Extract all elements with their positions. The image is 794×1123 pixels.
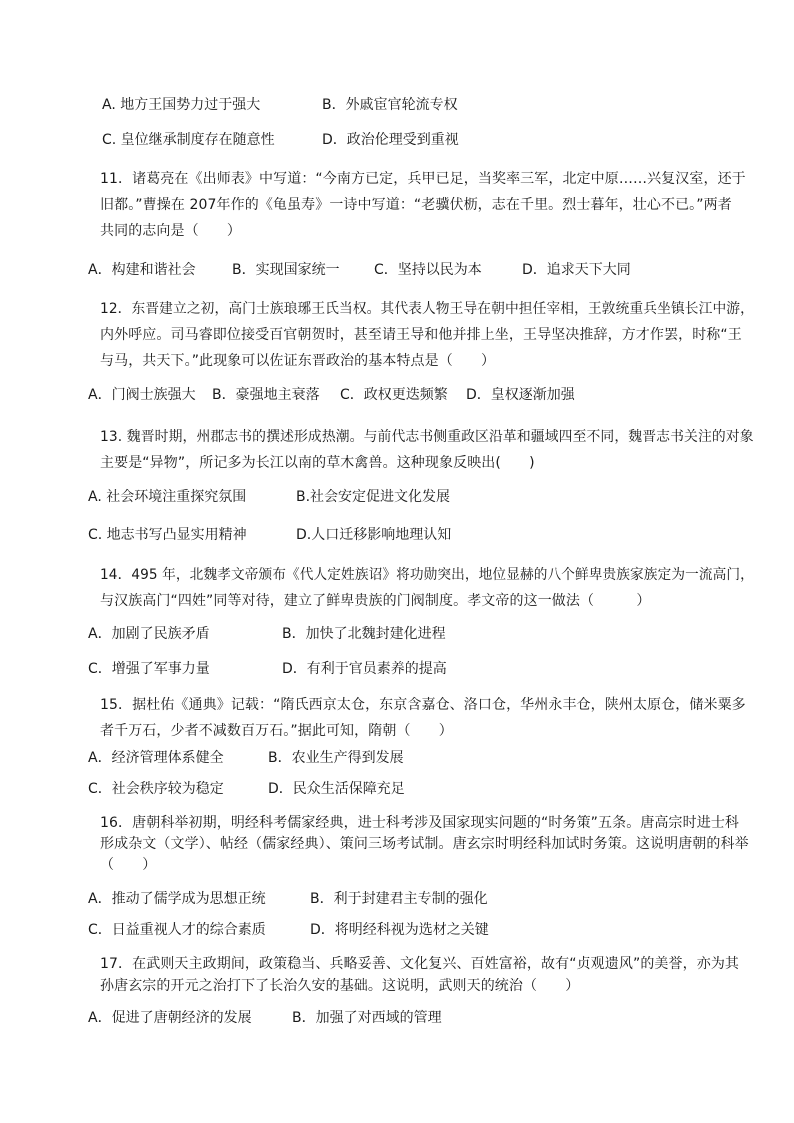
q16-option-a[interactable]: A．推动了儒学成为思想正统	[88, 891, 266, 907]
q13-option-c[interactable]: C. 地志书写凸显实用精神	[88, 527, 247, 543]
q12-option-d[interactable]: D．皇权逐渐加强	[466, 387, 575, 403]
q17-option-b[interactable]: B．加强了对西域的管理	[292, 1010, 442, 1026]
q12-stem-line-1: 12．东晋建立之初，高门士族琅琊王氏当权。其代表人物王导在朝中担任宰相，王敦统重兵坐镇长江中游，	[100, 301, 754, 317]
q15-option-a[interactable]: A．经济管理体系健全	[88, 750, 224, 766]
q12-option-b[interactable]: B．豪强地主衰落	[212, 387, 320, 403]
q13-stem-line-2: 主要是“异物”，所记多为长江以南的草木禽兽。这种现象反映出( )	[100, 455, 535, 471]
q11-stem-line-3: 共同的志向是（ ）	[100, 223, 241, 239]
q10-option-a[interactable]: A. 地方王国势力过于强大	[102, 97, 261, 113]
q16-stem-line-2: 形成杂文（文学）、帖经（儒家经典）、策问三场考试制。唐玄宗时明经科加试时务策。这说明唐朝的科举	[100, 836, 749, 852]
q11-option-a[interactable]: A．构建和谐社会	[88, 262, 196, 278]
q11-option-b[interactable]: B．实现国家统一	[232, 262, 340, 278]
q16-option-d[interactable]: D．将明经科视为选材之关键	[310, 922, 489, 938]
q11-option-d[interactable]: D．追求天下大同	[522, 262, 631, 278]
q12-option-c[interactable]: C．政权更迭频繁	[340, 387, 448, 403]
q14-stem-line-2: 与汉族高门“四姓”同等对待，建立了鲜卑贵族的门阀制度。孝文帝的这一做法（ ）	[100, 593, 651, 609]
q17-option-a[interactable]: A．促进了唐朝经济的发展	[88, 1010, 252, 1026]
q11-stem-line-2: 旧都。”曹操在 207年作的《龟虽寿》一诗中写道：“老骥伏枥，志在千里。烈士暮年，壮心不已。”两者	[100, 197, 732, 213]
q11-stem-line-1: 11．诸葛亮在《出师表》中写道：“今南方已定，兵甲已足，当奖率三军，北定中原……兴复汉室，还于	[100, 171, 746, 187]
q16-option-b[interactable]: B．利于封建君主专制的强化	[310, 891, 488, 907]
q14-stem-line-1: 14．495 年，北魏孝文帝颁布《代人定姓族诏》将功勋突出，地位显赫的八个鲜卑贵族家族定为一流高门，	[100, 567, 754, 583]
q14-option-b[interactable]: B．加快了北魏封建化进程	[282, 626, 446, 642]
q10-option-d[interactable]: D．政治伦理受到重视	[322, 132, 459, 148]
q10-option-b[interactable]: B．外戚宦官轮流专权	[322, 97, 458, 113]
q13-option-d[interactable]: D.人口迁移影响地理认知	[296, 527, 452, 543]
q17-stem-line-1: 17．在武则天主政期间，政策稳当、兵略妥善、文化复兴、百姓富裕，故有“贞观遗风”的美誉，亦为其	[100, 956, 740, 972]
q15-stem-line-2: 者千万石，少者不减数百万石。”据此可知，隋朝（ ）	[100, 723, 453, 739]
q17-stem-line-2: 孙唐玄宗的开元之治打下了长治久安的基础。这说明，武则天的统治（ ）	[100, 978, 580, 994]
q16-stem-line-1: 16．唐朝科举初期，明经科考儒家经典，进士科考涉及国家现实问题的“时务策”五条。唐高宗时进士科	[100, 815, 740, 831]
q12-option-a[interactable]: A．门阀士族强大	[88, 387, 196, 403]
q11-option-c[interactable]: C．坚持以民为本	[374, 262, 482, 278]
q10-option-c[interactable]: C. 皇位继承制度存在随意性	[102, 132, 275, 148]
q14-option-a[interactable]: A．加剧了民族矛盾	[88, 626, 210, 642]
q14-option-d[interactable]: D．有利于官员素养的提高	[282, 661, 447, 677]
q15-option-b[interactable]: B．农业生产得到发展	[268, 750, 404, 766]
q13-option-a[interactable]: A. 社会环境注重探究氛围	[88, 489, 247, 505]
q15-option-d[interactable]: D．民众生活保障充足	[268, 781, 405, 797]
q15-stem-line-1: 15．据杜佑《通典》记载：“隋氏西京太仓，东京含嘉仓、洛口仓，华州永丰仓，陕州太原仓，储米粟多	[100, 697, 746, 713]
q12-stem-line-3: 与马，共天下。”此现象可以佐证东晋政治的基本特点是（ ）	[100, 353, 496, 369]
q12-stem-line-2: 内外呼应。司马睿即位接受百官朝贺时，甚至请王导和他并排上坐，王导坚决推辞，方才作罢，时称“王	[100, 327, 742, 343]
q13-stem-line-1: 13. 魏晋时期，州郡志书的撰述形成热潮。与前代志书侧重政区沿革和疆域四至不同，魏晋志书关注的对象	[100, 429, 754, 445]
q14-option-c[interactable]: C．增强了军事力量	[88, 661, 210, 677]
q16-stem-line-3: （ ）	[100, 857, 157, 873]
q16-option-c[interactable]: C．日益重视人才的综合素质	[88, 922, 266, 938]
q15-option-c[interactable]: C．社会秩序较为稳定	[88, 781, 224, 797]
q13-option-b[interactable]: B.社会安定促进文化发展	[296, 489, 451, 505]
